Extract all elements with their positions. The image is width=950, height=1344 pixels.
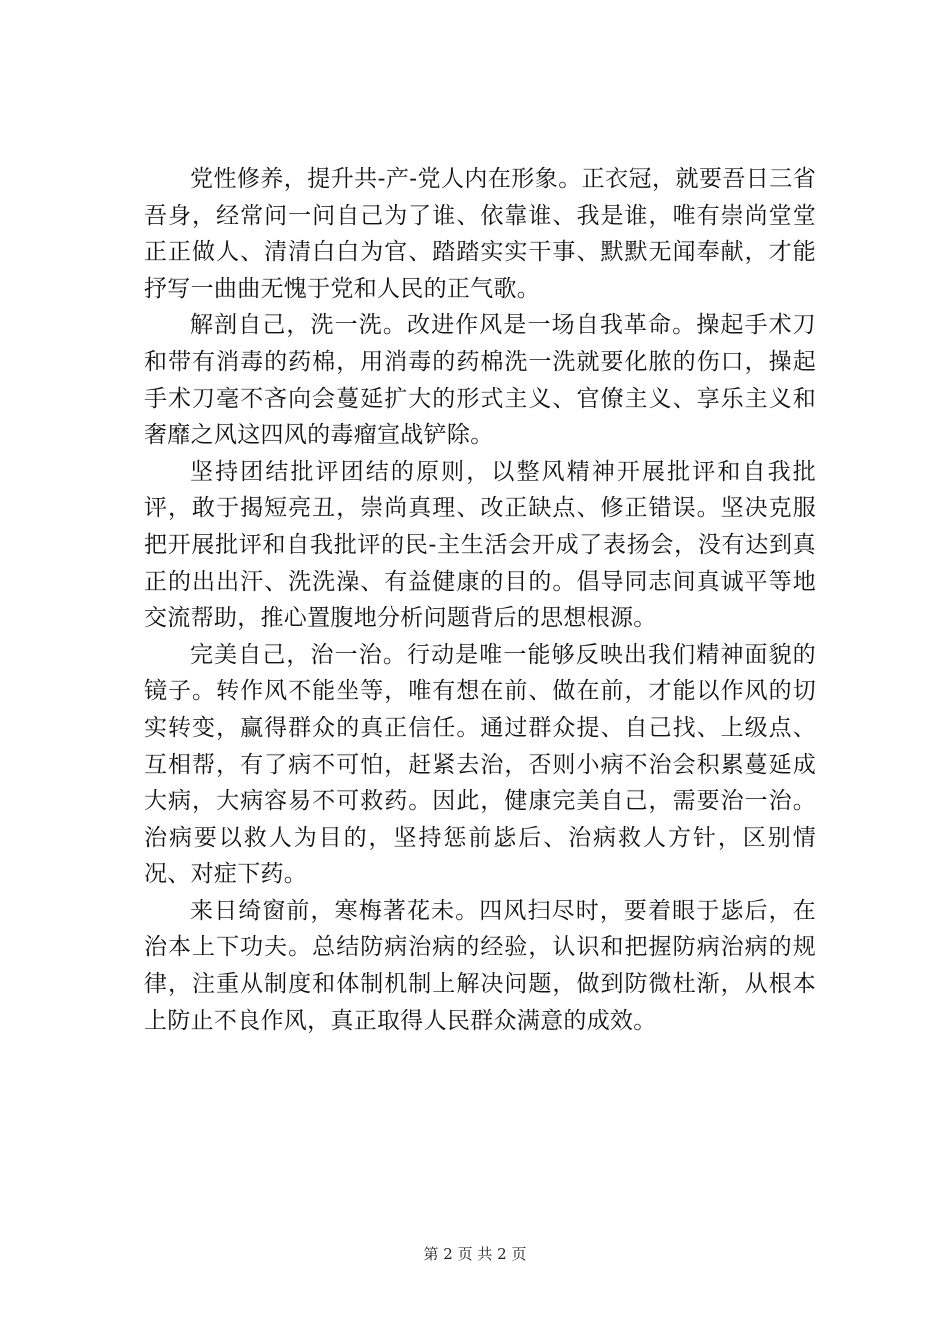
page-number-footer: 第 2 页 共 2 页 bbox=[423, 1245, 527, 1263]
paragraph: 坚持团结批评团结的原则，以整风精神开展批评和自我批评，敢于揭短亮丑，崇尚真理、改正缺点、修正错误。坚决克服把开展批评和自我批评的民-主生活会开成了表扬会，没有达到真正的出出汗、洗洗澡、有益健康的目的。倡导同志间真诚平等地交流帮助，推心置腹地分析问题背后的思想根源。 bbox=[144, 458, 816, 632]
document-body bbox=[144, 161, 816, 1039]
paragraph: 党性修养，提升共-产-党人内在形象。正衣冠，就要吾日三省吾身，经常问一问自己为了谁、依靠谁、我是谁，唯有崇尚堂堂正正做人、清清白白为官、踏踏实实干事、默默无闻奉献，才能抒写一曲曲无愧于党和人民的正气歌。 bbox=[144, 166, 816, 302]
paragraph: 解剖自己，洗一洗。改进作风是一场自我革命。操起手术刀和带有消毒的药棉，用消毒的药棉洗一洗就要化脓的伤口，操起手术刀毫不吝向会蔓延扩大的形式主义、官僚主义、享乐主义和奢靡之风这四风的毒瘤宣战铲除。 bbox=[144, 312, 816, 449]
paragraph: 完美自己，治一治。行动是唯一能够反映出我们精神面貌的镜子。转作风不能坐等，唯有想在前、做在前，才能以作风的切实转变，赢得群众的真正信任。通过群众提、自己找、上级点、互相帮，有了病不可怕，赶紧去治，否则小病不治会积累蔓延成大病，大病容易不可救药。因此，健康完美自己，需要治一治。治病要以救人为目的，坚持惩前毖后、治病救人方针，区别情况、对症下药。 bbox=[144, 641, 816, 888]
paragraph: 来日绮窗前，寒梅著花未。四风扫尽时，要着眼于毖后，在治本上下功夫。总结防病治病的经验，认识和把握防病治病的规律，注重从制度和体制机制上解决问题，做到防微杜渐，从根本上防止不良作风，真正取得人民群众满意的成效。 bbox=[144, 897, 816, 1034]
